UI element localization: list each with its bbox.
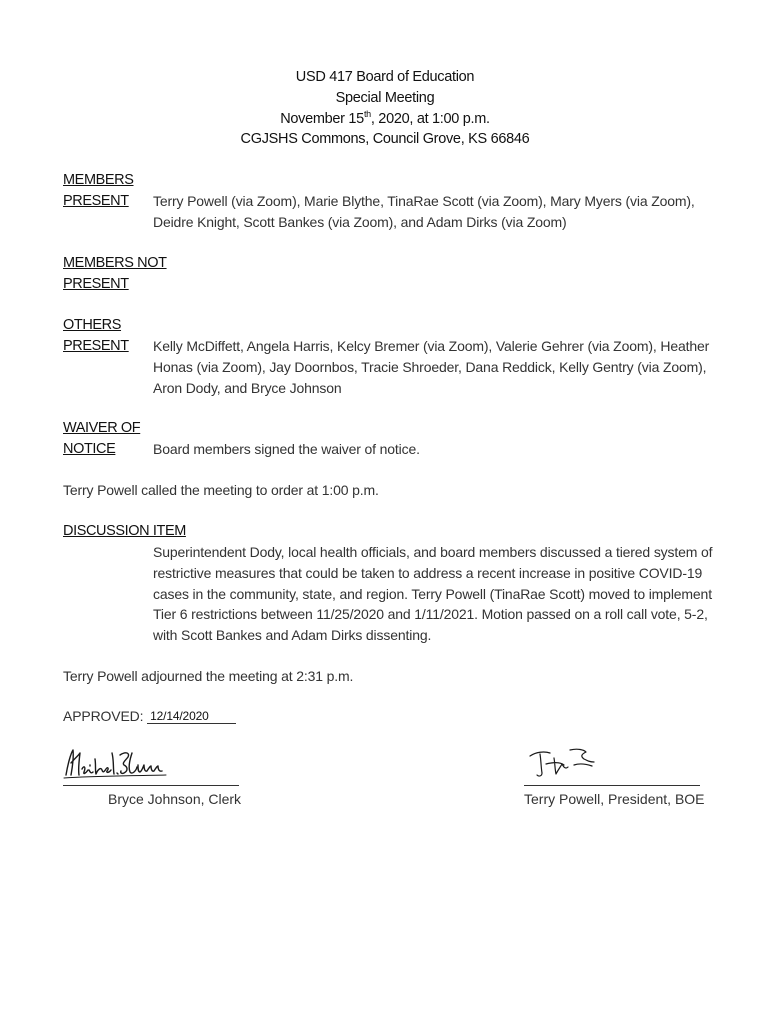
members-present-label-2: PRESENT — [63, 193, 129, 209]
waiver-label-2: NOTICE — [63, 441, 116, 457]
clerk-signature-line — [63, 785, 239, 786]
president-name: Terry Powell, President, BOE — [524, 791, 705, 807]
meeting-location: CGJSHS Commons, Council Grove, KS 66846 — [240, 131, 530, 148]
others-present-text: Kelly McDiffett, Angela Harris, Kelcy Bremer (via Zoom), Valerie Gehrer (via Zoom), Heather Honas (via Zoom), Jay Doornbos, Tracie Shroeder, Dana Reddick, Kelly Gentry (via Zoom), Aron Dody, and Bryce Johnson — [153, 338, 710, 396]
members-present-text: Terry Powell (via Zoom), Marie Blythe, TinaRae Scott (via Zoom), Mary Myers (via Zoom), Deidre Knight, Scott Bankes (via Zoom), and Adam Dirks (via Zoom) — [153, 193, 695, 230]
approved-line — [63, 706, 236, 727]
approved-date: 12/14/2020 — [147, 709, 236, 724]
others-present-label-1: OTHERS — [63, 317, 122, 333]
discussion-text: Superintendent Dody, local health officials, and board members discussed a tiered system of restrictive measures that could be taken to address a recent increase in positive COVID-19 cases in the community, state, and region. Terry Powell (TinaRae Scott) moved to implement Tier 6 restrictions between 11/25/2020 and 1/11/2021. Motion passed on a roll call vote, 5-2, with Scott Bankes and Adam Dirks dissenting. — [153, 544, 713, 644]
members-not-present-label-2: PRESENT — [63, 276, 129, 292]
approved-label: APPROVED: — [63, 708, 144, 724]
board-title: USD 417 Board of Education — [295, 69, 475, 85]
waiver-label-1: WAIVER OF — [63, 420, 141, 436]
meeting-date: November 15th, 2020, at 1:00 p.m. — [280, 108, 490, 127]
others-present-label-2: PRESENT — [63, 338, 129, 354]
clerk-name: Bryce Johnson, Clerk — [108, 791, 242, 807]
waiver-text: Board members signed the waiver of notice. — [153, 441, 420, 457]
members-not-present-label-1: MEMBERS NOT — [63, 255, 167, 271]
call-to-order: Terry Powell called the meeting to order at 1:00 p.m. — [63, 482, 379, 498]
meeting-type: Special Meeting — [335, 89, 435, 106]
document-header — [0, 67, 770, 150]
president-signature-line — [524, 785, 700, 786]
president-signature-image — [524, 742, 600, 780]
clerk-signature-image — [62, 745, 172, 783]
members-present-label-1: MEMBERS — [63, 172, 134, 188]
discussion-label: DISCUSSION ITEM — [63, 523, 186, 539]
adjourn-text: Terry Powell adjourned the meeting at 2:31 p.m. — [63, 668, 354, 684]
